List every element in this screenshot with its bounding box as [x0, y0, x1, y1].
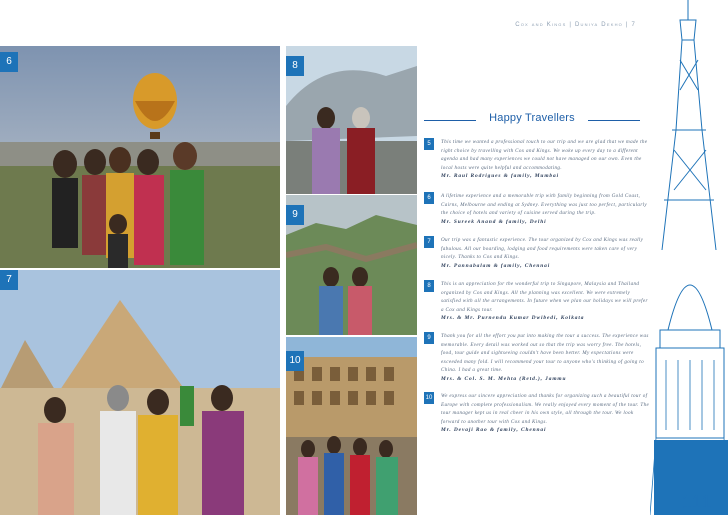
testimonial-author: Mr. Raul Rodrigues & family, Mumbai — [441, 173, 560, 180]
testimonial — [424, 138, 650, 181]
eiffel-tower-illustration — [650, 0, 728, 515]
photo-balloon-family-image — [0, 46, 280, 268]
testimonial — [424, 332, 650, 384]
section-title: Happy Travellers — [489, 112, 575, 124]
testimonial-number: 6 — [424, 192, 434, 204]
testimonial — [424, 192, 650, 227]
page-number: 111 — [682, 492, 713, 512]
testimonial-number: 5 — [424, 138, 434, 150]
photo-couple-architecture — [286, 46, 417, 194]
testimonial-text: We express our sincere appreciation and thanks for organizing such a beautiful tour of Europe with complete professionalism. We really enjoyed every moment of the tour. The tour manager kept us in real cheer in his own style, all through the tour. We look forward to another tour with Cox and Kings. — [441, 393, 650, 425]
photo-balloon-family — [0, 46, 280, 268]
testimonial — [424, 236, 650, 271]
testimonial-number: 8 — [424, 280, 434, 292]
testimonial-number: 9 — [424, 332, 434, 344]
testimonial-text: A lifetime experience and a memorable trip with family beginning from Gold Coast, Cairns, Melbourne and ending at Sydney. Everything was just too perfect, particularly the choice of hotels and variety of cuisine served during the trip. — [441, 193, 648, 217]
photo-number-badge: 9 — [286, 205, 304, 225]
photo-number-badge: 7 — [0, 270, 18, 290]
testimonial-number: 10 — [424, 392, 434, 404]
photo-pyramids-group-image — [0, 270, 280, 515]
page-header: Cox and Kings | Duniya Dekho | 7 — [515, 22, 636, 28]
photo-number-badge: 6 — [0, 52, 18, 72]
photo-number-badge: 10 — [286, 351, 304, 371]
title-rule-right — [588, 120, 640, 121]
photo-great-wall-image — [286, 195, 417, 335]
testimonial-text: This is an appreciation for the wonderful trip to Singapore, Malaysia and Thailand organized by Cox and Kings. All the planning was excellent. We were extremely satisfied with all the arrangements. In future when we plan our holidays we will prefer a Cox and Kings tour. — [441, 281, 648, 313]
testimonial — [424, 280, 650, 323]
testimonial-text: Our trip was a fantastic experience. The tour organized by Cox and Kings was really fabulous. All our boarding, lodging and food requirements were taken care of very nicely. Thanks to Cox and Kings. — [441, 237, 644, 261]
testimonial-text: Thank you for all the effort you put into making the tour a success. The experience was memorable. Every detail was worked out so that the trip was worry free. The hotels, food, tour guide and sightseeing couldn't have been better. My expectations were exceeded many fold. I will recommend your tour to anyone who's thinking of going to China. I had a great time. — [441, 333, 649, 374]
testimonial-author: Mr. Pannabalam & family, Chennai — [441, 262, 551, 269]
testimonial-text: This time we wanted a professional touch to our trip and we are glad that we made the right choice by travelling with Cox and Kings. We woke up every day to a different agenda and had many experiences we could not have managed on our own. Even the local hosts were quite helpful and accommodating. — [441, 139, 648, 171]
testimonial-number: 7 — [424, 236, 434, 248]
testimonial-author: Mr. Devaji Rao & family, Chennai — [441, 427, 547, 434]
photo-couple-architecture-image — [286, 46, 417, 194]
photo-great-wall — [286, 195, 417, 335]
photo-colosseum-group — [286, 337, 417, 515]
testimonial — [424, 392, 650, 435]
photo-colosseum-group-image — [286, 337, 417, 515]
photo-pyramids-group — [0, 270, 280, 515]
photo-number-badge: 8 — [286, 56, 304, 76]
testimonial-author: Mr. Sureek Anand & family, Delhi — [441, 218, 547, 225]
section-title-row — [424, 112, 640, 128]
testimonial-author: Mrs. & Mr. Purnendu Kumar Dwibedi, Kolkata — [441, 315, 585, 322]
testimonial-author: Mrs. & Col. S. M. Mehta (Retd.), Jammu — [441, 375, 567, 382]
landmark-illustration — [650, 0, 728, 515]
